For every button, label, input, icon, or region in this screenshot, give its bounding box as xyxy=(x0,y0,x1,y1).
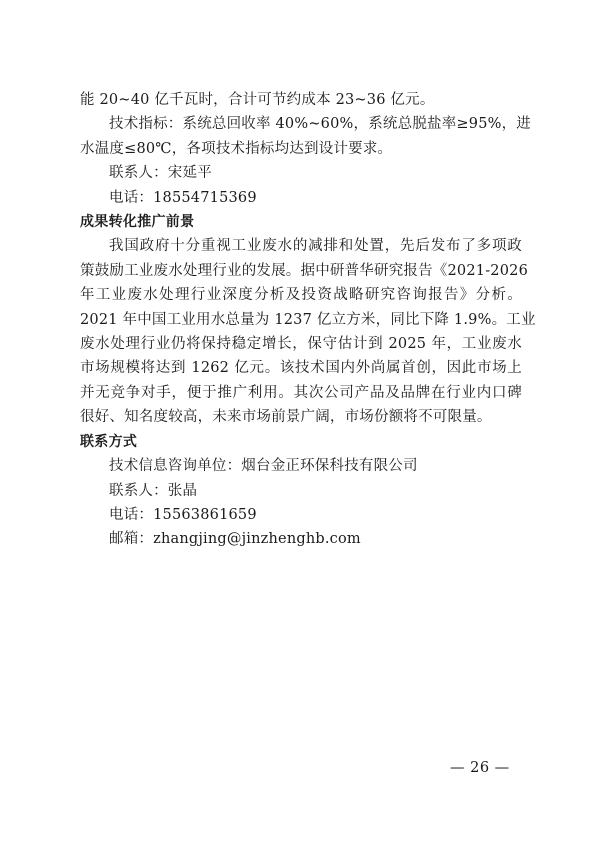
intro-contact-person: 联系人：宋延平 xyxy=(109,165,212,182)
intro-phone: 电话：18554715369 xyxy=(109,189,257,206)
promotion-paragraph xyxy=(80,234,536,429)
document-page xyxy=(80,88,536,552)
contact-phone: 电话：15563861659 xyxy=(109,506,257,523)
promotion-line: 很好、知名度较高，未来市场前景广阔，市场份额将不可限量。 xyxy=(80,409,492,426)
tech-indicator-line-2: 水温度≤80℃，各项技术指标均达到设计要求。 xyxy=(80,140,393,157)
promotion-line: 我国政府十分重视工业废水的减排和处置，先后发布了多项政 xyxy=(109,238,522,255)
promotion-line: 废水处理行业仍将保持稳定增长，保守估计到 2025 年，工业废水 xyxy=(80,336,522,353)
promotion-line: 并无竞争对手，便于推广利用。其次公司产品及品牌在行业内口碑 xyxy=(80,384,522,401)
promotion-line: 年工业废水处理行业深度分析及投资战略研究咨询报告》分析。 xyxy=(80,287,522,304)
promotion-line: 2021 年中国工业用水总量为 1237 亿立方米，同比下降 1.9%。工业 xyxy=(80,311,536,328)
promotion-line: 策鼓励工业废水处理行业的发展。据中研普华研究报告《2021-2026 xyxy=(80,262,528,279)
page-number: — 26 — xyxy=(450,760,510,776)
promotion-heading: 成果转化推广前景 xyxy=(80,214,195,231)
contact-unit: 技术信息咨询单位：烟台金正环保科技有限公司 xyxy=(109,458,418,475)
promotion-line: 市场规模将达到 1262 亿元。该技术国内外尚属首创，因此市场上 xyxy=(80,360,522,377)
contact-email: 邮箱：zhangjing@jinzhenghb.com xyxy=(109,531,361,548)
tech-indicator-line-1: 技术指标：系统总回收率 40%~60%，系统总脱盐率≥95%，进 xyxy=(109,116,531,133)
intro-continuation: 能 20~40 亿千瓦时，合计可节约成本 23~36 亿元。 xyxy=(80,92,435,108)
contact-person: 联系人：张晶 xyxy=(109,482,198,499)
contact-heading: 联系方式 xyxy=(80,433,138,450)
